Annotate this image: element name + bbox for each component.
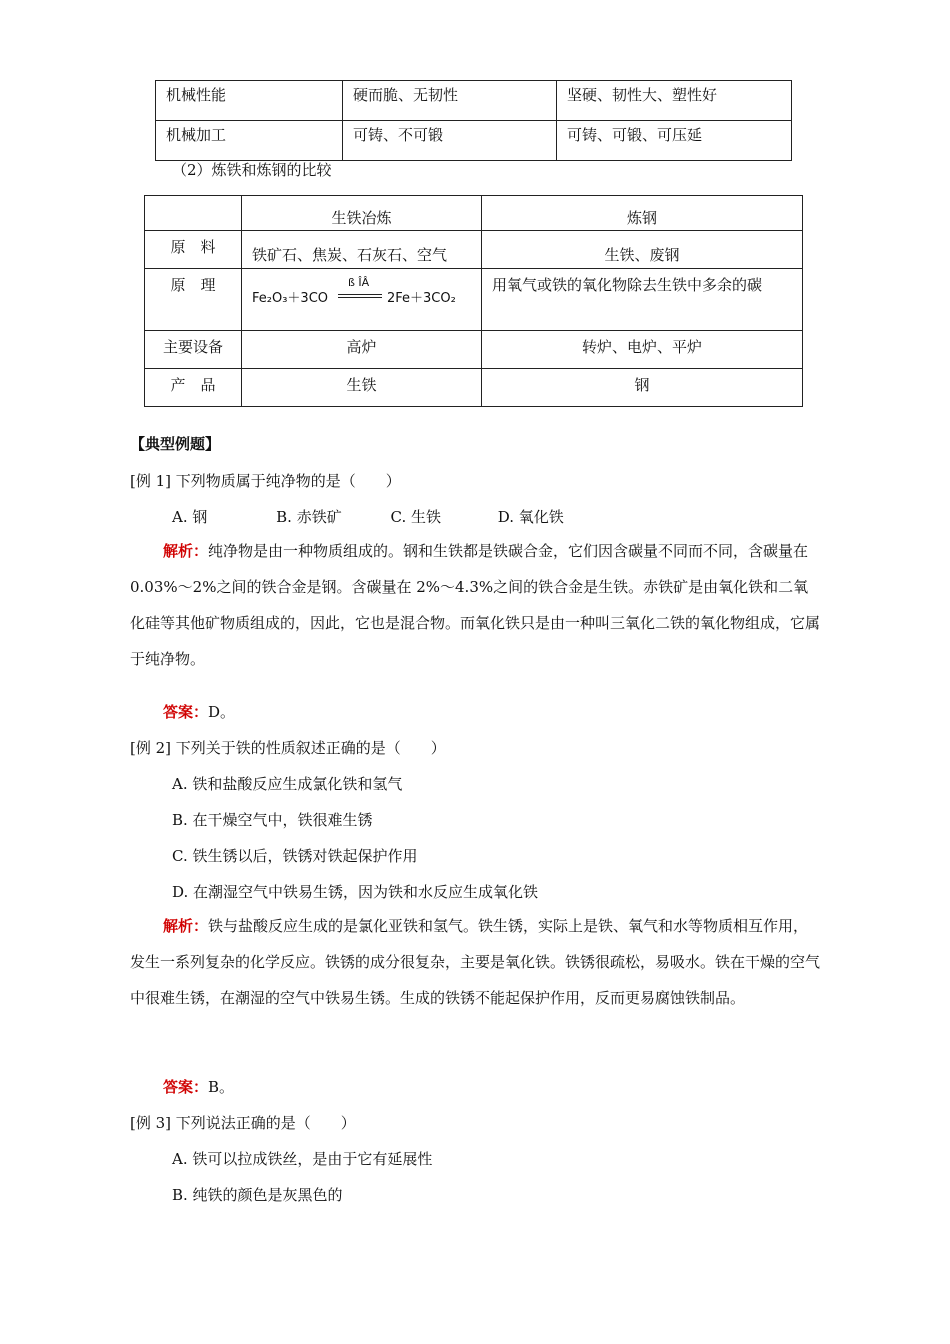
option-c: C. 生铁	[390, 508, 441, 526]
table-cell: 转炉、电炉、平炉	[482, 331, 803, 369]
option-c: C. 铁生锈以后，铁锈对铁起保护作用	[172, 847, 418, 865]
answer-2	[163, 1075, 234, 1099]
row-label: 主要设备	[145, 331, 242, 369]
equation-cell	[242, 269, 482, 331]
section-title: （2）炼铁和炼钢的比较	[172, 161, 332, 179]
table-header-cell: 炼钢	[482, 196, 803, 231]
table-cell: 铁矿石、焦炭、石灰石、空气	[242, 231, 482, 269]
chemical-equation	[252, 273, 471, 311]
analysis-text: 铁与盐酸反应生成的是氯化亚铁和氢气。铁生锈，实际上是铁、氧气和水等物质相互作用，发生一系列复杂的化学反应。铁锈的成分很复杂，主要是氧化铁。铁锈很疏松，易吸水。铁在干燥的空气中很难生锈，在潮湿的空气中铁易生锈。生成的铁锈不能起保护作用，反而更易腐蚀铁制品。	[130, 917, 821, 1007]
question-1: [例 1] 下列物质属于纯净物的是（ ）	[130, 472, 401, 490]
table-cell: 高炉	[242, 331, 482, 369]
examples-heading: 【典型例题】	[130, 435, 221, 453]
option-a: A. 铁可以拉成铁丝，是由于它有延展性	[172, 1150, 433, 1168]
table-cell: 可铸、可锻、可压延	[557, 121, 792, 161]
answer-label: 答案：	[163, 1078, 209, 1096]
option-d: D. 在潮湿空气中铁易生锈，因为铁和水反应生成氧化铁	[172, 883, 539, 901]
option-b: B. 纯铁的颜色是灰黑色的	[172, 1186, 343, 1204]
question-2: [例 2] 下列关于铁的性质叙述正确的是（ ）	[130, 739, 446, 757]
answer-value: B。	[208, 1078, 235, 1096]
option-a: A. 铁和盐酸反应生成氯化铁和氢气	[172, 775, 403, 793]
table-cell: 坚硬、韧性大、塑性好	[557, 81, 792, 121]
analysis-label: 解析：	[163, 917, 209, 935]
question-3: [例 3] 下列说法正确的是（ ）	[130, 1114, 356, 1132]
equation-products: 2Fe＋3CO₂	[387, 291, 456, 306]
row-label: 原 料	[145, 231, 242, 269]
analysis-text: 纯净物是由一种物质组成的。钢和生铁都是铁碳合金，它们因含碳量不同而不同，含碳量在 0.03%～2%之间的铁合金是钢。含碳量在 2%～4.3%之间的铁合金是生铁。赤铁矿是由氧化铁和二氧化硅等其他矿物质组成的，因此，它也是混合物。而氧化铁只是由一种叫三氧化二铁的氧化物组成，它属于纯净物。	[130, 542, 821, 668]
table-row	[145, 269, 803, 331]
table-row	[145, 369, 803, 407]
row-label: 产 品	[145, 369, 242, 407]
table-row	[145, 196, 803, 231]
row-label: 原 理	[145, 269, 242, 331]
table-cell: 机械加工	[156, 121, 343, 161]
table-row	[145, 331, 803, 369]
table-cell: 机械性能	[156, 81, 343, 121]
answer-1	[163, 700, 235, 724]
table-row	[156, 81, 792, 121]
equals-bar	[338, 297, 382, 298]
table-cell: 硬而脆、无韧性	[343, 81, 557, 121]
table-cell: 生铁	[242, 369, 482, 407]
option-b: B. 在干燥空气中，铁很难生锈	[172, 811, 373, 829]
table-cell	[145, 196, 242, 231]
table-header-cell: 生铁冶炼	[242, 196, 482, 231]
table-cell: 用氧气或铁的氧化物除去生铁中多余的碳	[482, 269, 803, 331]
option-a: A. 钢	[172, 508, 208, 526]
table-cell: 可铸、不可锻	[343, 121, 557, 161]
table-cell: 钢	[482, 369, 803, 407]
option-b: B. 赤铁矿	[276, 508, 342, 526]
answer-label: 答案：	[163, 703, 209, 721]
option-d: D. 氧化铁	[497, 508, 564, 526]
comparison-table	[144, 195, 803, 407]
answer-value: D。	[208, 703, 236, 721]
analysis-2	[130, 908, 820, 1016]
table-row	[145, 231, 803, 269]
analysis-1	[130, 533, 820, 677]
analysis-label: 解析：	[163, 542, 209, 560]
equation-reactants: Fe₂O₃＋3CO	[252, 291, 329, 306]
table-row	[156, 121, 792, 161]
options-row	[172, 505, 564, 529]
properties-table	[155, 80, 792, 161]
equation-condition: ß ÎÂ	[348, 276, 370, 289]
equals-bar	[338, 294, 382, 295]
table-cell: 生铁、废钢	[482, 231, 803, 269]
